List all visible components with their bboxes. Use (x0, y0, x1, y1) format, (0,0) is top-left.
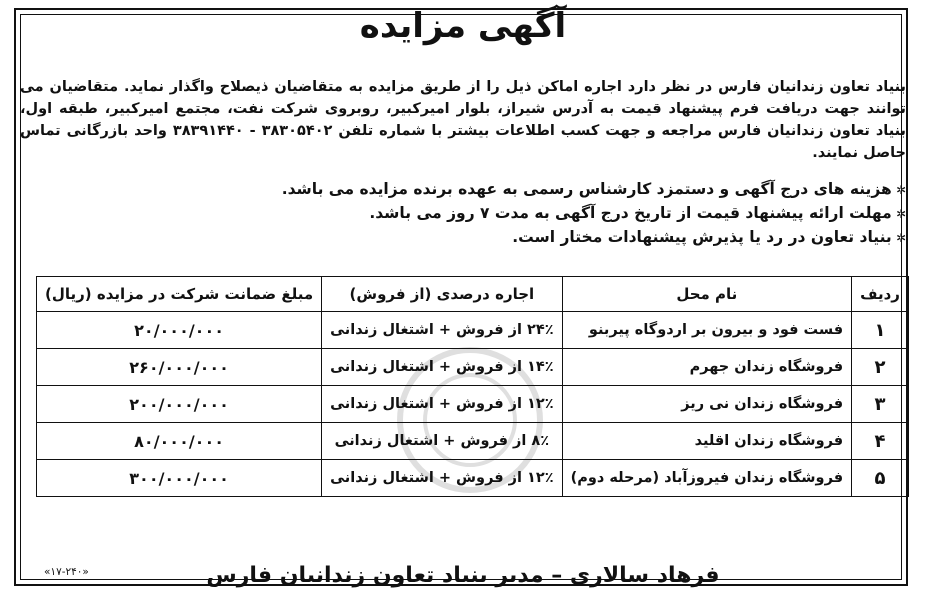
table-header-row (37, 277, 909, 312)
deposit-amount: ۳۰۰/۰۰۰/۰۰۰ (37, 460, 322, 497)
site-name: فست فود و بیرون بر اردوگاه پیربنو (562, 312, 852, 349)
table-row (37, 460, 909, 497)
note-item: ✲ بنیاد تعاون در رد یا پذیرش پیشنهادات مختار است. (20, 226, 906, 250)
note-item: ✲ هزینه های درج آگهی و دستمزد کارشناس رسمی به عهده برنده مزایده می باشد. (20, 178, 906, 202)
row-number: ۴ (852, 423, 909, 460)
signature-line: فرهاد سالاری – مدیر بنیاد تعاون زندانیان فارس (206, 563, 720, 588)
site-name: فروشگاه زندان جهرم (562, 349, 852, 386)
rent-terms: ۸٪ از فروش + اشتغال زندانی (322, 423, 562, 460)
rent-terms: ۲۴٪ از فروش + اشتغال زندانی (322, 312, 562, 349)
header-rent: اجاره درصدی (از فروش) (322, 277, 562, 312)
rent-terms: ۱۲٪ از فروش + اشتغال زندانی (322, 460, 562, 497)
row-number: ۳ (852, 386, 909, 423)
header-site-name: نام محل (562, 277, 852, 312)
site-name: فروشگاه زندان فیروزآباد (مرحله دوم) (562, 460, 852, 497)
table-row (37, 423, 909, 460)
site-name: فروشگاه زندان اقلید (562, 423, 852, 460)
table-row (37, 386, 909, 423)
deposit-amount: ۲۰/۰۰۰/۰۰۰ (37, 312, 322, 349)
site-name: فروشگاه زندان نی ریز (562, 386, 852, 423)
notice-title: آگهی مزایده (359, 6, 567, 46)
header-row-number: ردیف (852, 277, 909, 312)
rent-terms: ۱۴٪ از فروش + اشتغال زندانی (322, 349, 562, 386)
intro-paragraph: بنیاد تعاون زندانیان فارس در نظر دارد اجاره اماکن ذیل را از طریق مزایده به متقاضیان ذیصلاح واگذار نماید. متقاضیان می توانند جهت دریافت فرم پیشنهاد قیمت به آدرس شیراز، بلوار امیرکبیر، روبروی شرکت نفت، مجتمع امیرکبیر، طبقه اول، بنیاد تعاون زندانیان فارس مراجعه و جهت کسب اطلاعات بیشتر با شماره تلفن ۳۸۳۰۵۴۰۲ - ۳۸۳۹۱۴۴۰ واحد بازرگانی تماس حاصل نمایند. (20, 79, 906, 161)
header-deposit: مبلغ ضمانت شرکت در مزایده (ریال) (37, 277, 322, 312)
row-number: ۲ (852, 349, 909, 386)
table-row (37, 312, 909, 349)
deposit-amount: ۲۰۰/۰۰۰/۰۰۰ (37, 386, 322, 423)
table-row (37, 349, 909, 386)
row-number: ۱ (852, 312, 909, 349)
notes-list (20, 178, 906, 250)
note-item: ✲ مهلت ارائه پیشنهاد قیمت از تاریخ درج آگهی به مدت ۷ روز می باشد. (20, 202, 906, 226)
deposit-amount: ۸۰/۰۰۰/۰۰۰ (37, 423, 322, 460)
rent-terms: ۱۲٪ از فروش + اشتغال زندانی (322, 386, 562, 423)
auction-items-table (36, 276, 909, 497)
deposit-amount: ۲۶۰/۰۰۰/۰۰۰ (37, 349, 322, 386)
notice-code: «۱۷-۲۴۰» (44, 566, 89, 578)
row-number: ۵ (852, 460, 909, 497)
